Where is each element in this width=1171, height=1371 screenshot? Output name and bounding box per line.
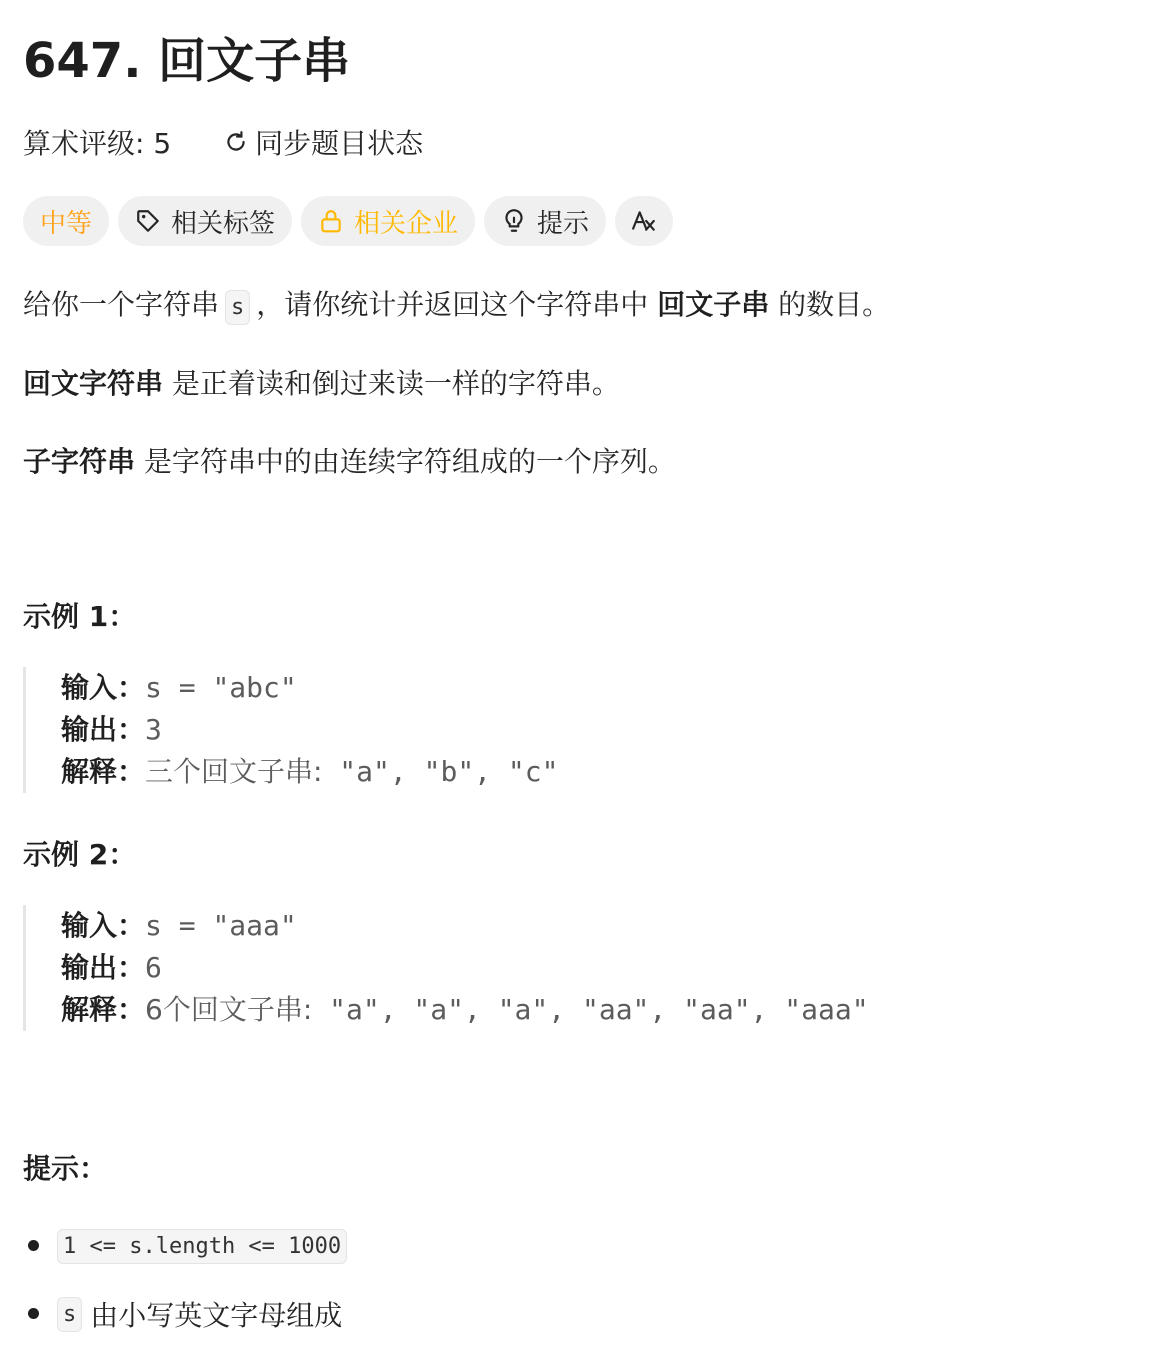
description-bold: 子字符串 bbox=[23, 445, 136, 478]
bullet-icon bbox=[28, 1308, 39, 1319]
output-value: 6 bbox=[145, 951, 162, 984]
explanation-value: "a", "a", "a", "aa", "aa", "aaa" bbox=[312, 993, 869, 1026]
input-label: 输入： bbox=[61, 671, 146, 704]
example-row bbox=[61, 905, 869, 947]
lightbulb-icon bbox=[501, 208, 527, 234]
explanation-label: 解释： bbox=[61, 755, 146, 788]
lock-icon bbox=[318, 208, 344, 234]
example-2-block bbox=[23, 905, 869, 1031]
example-row bbox=[61, 751, 558, 793]
translate-button[interactable] bbox=[615, 196, 673, 246]
output-label: 输出： bbox=[61, 951, 146, 984]
translate-icon bbox=[631, 208, 657, 234]
problem-meta bbox=[23, 122, 423, 162]
description-paragraph-3 bbox=[23, 440, 676, 480]
constraint-item bbox=[23, 1290, 355, 1338]
sync-status-label: 同步题目状态 bbox=[255, 127, 424, 160]
hint-label: 提示 bbox=[537, 208, 590, 239]
description-paragraph-2 bbox=[23, 362, 620, 402]
related-tags-label: 相关标签 bbox=[171, 208, 276, 239]
hint-button[interactable] bbox=[484, 196, 606, 246]
explanation-text: 6个回文子串: bbox=[145, 993, 313, 1026]
bullet-icon bbox=[28, 1240, 39, 1251]
example-2-heading: 示例 2： bbox=[23, 838, 137, 871]
explanation-value: "a", "b", "c" bbox=[322, 755, 559, 788]
constraint-code: 1 <= s.length <= 1000 bbox=[57, 1229, 347, 1264]
explanation-label: 解释： bbox=[61, 993, 146, 1026]
explanation-text: 三个回文子串: bbox=[145, 755, 323, 788]
related-companies-button[interactable] bbox=[301, 196, 475, 246]
description-text: 给你一个字符串 bbox=[23, 288, 220, 321]
description-text: 是正着读和倒过来读一样的字符串。 bbox=[171, 367, 620, 400]
input-value: s = "abc" bbox=[145, 671, 297, 704]
input-label: 输入： bbox=[61, 909, 146, 942]
problem-title: 647. 回文子串 bbox=[23, 33, 351, 89]
example-row bbox=[61, 667, 558, 709]
constraint-item bbox=[23, 1222, 355, 1270]
tag-bar bbox=[23, 196, 673, 246]
constraints-list bbox=[23, 1222, 355, 1358]
input-value: s = "aaa" bbox=[145, 909, 297, 942]
example-row bbox=[61, 709, 558, 751]
constraints-heading: 提示： bbox=[23, 1152, 108, 1185]
description-bold: 回文字符串 bbox=[23, 367, 164, 400]
constraint-text: 由小写英文字母组成 bbox=[90, 1299, 343, 1332]
example-row bbox=[61, 947, 869, 989]
description-bold: 回文子串 bbox=[657, 288, 770, 321]
related-tags-button[interactable] bbox=[118, 196, 292, 246]
related-companies-label: 相关企业 bbox=[354, 208, 459, 239]
example-1-heading: 示例 1： bbox=[23, 600, 137, 633]
output-label: 输出： bbox=[61, 713, 146, 746]
sync-status-button[interactable] bbox=[223, 122, 423, 162]
description-text: 是字符串中的由连续字符组成的一个序列。 bbox=[143, 445, 676, 478]
description-text: ，请你统计并返回这个字符串中 bbox=[256, 288, 649, 321]
example-1-block bbox=[23, 667, 558, 793]
description-paragraph-1 bbox=[23, 283, 890, 323]
output-value: 3 bbox=[145, 713, 162, 746]
description-text: 的数目。 bbox=[778, 288, 891, 321]
inline-code: s bbox=[225, 290, 250, 325]
rating-label: 算术评级: 5 bbox=[23, 127, 172, 160]
constraint-code: s bbox=[57, 1297, 82, 1332]
refresh-icon bbox=[223, 129, 249, 155]
example-row bbox=[61, 989, 869, 1031]
tag-icon bbox=[135, 208, 161, 234]
difficulty-badge[interactable]: 中等 bbox=[23, 196, 109, 246]
